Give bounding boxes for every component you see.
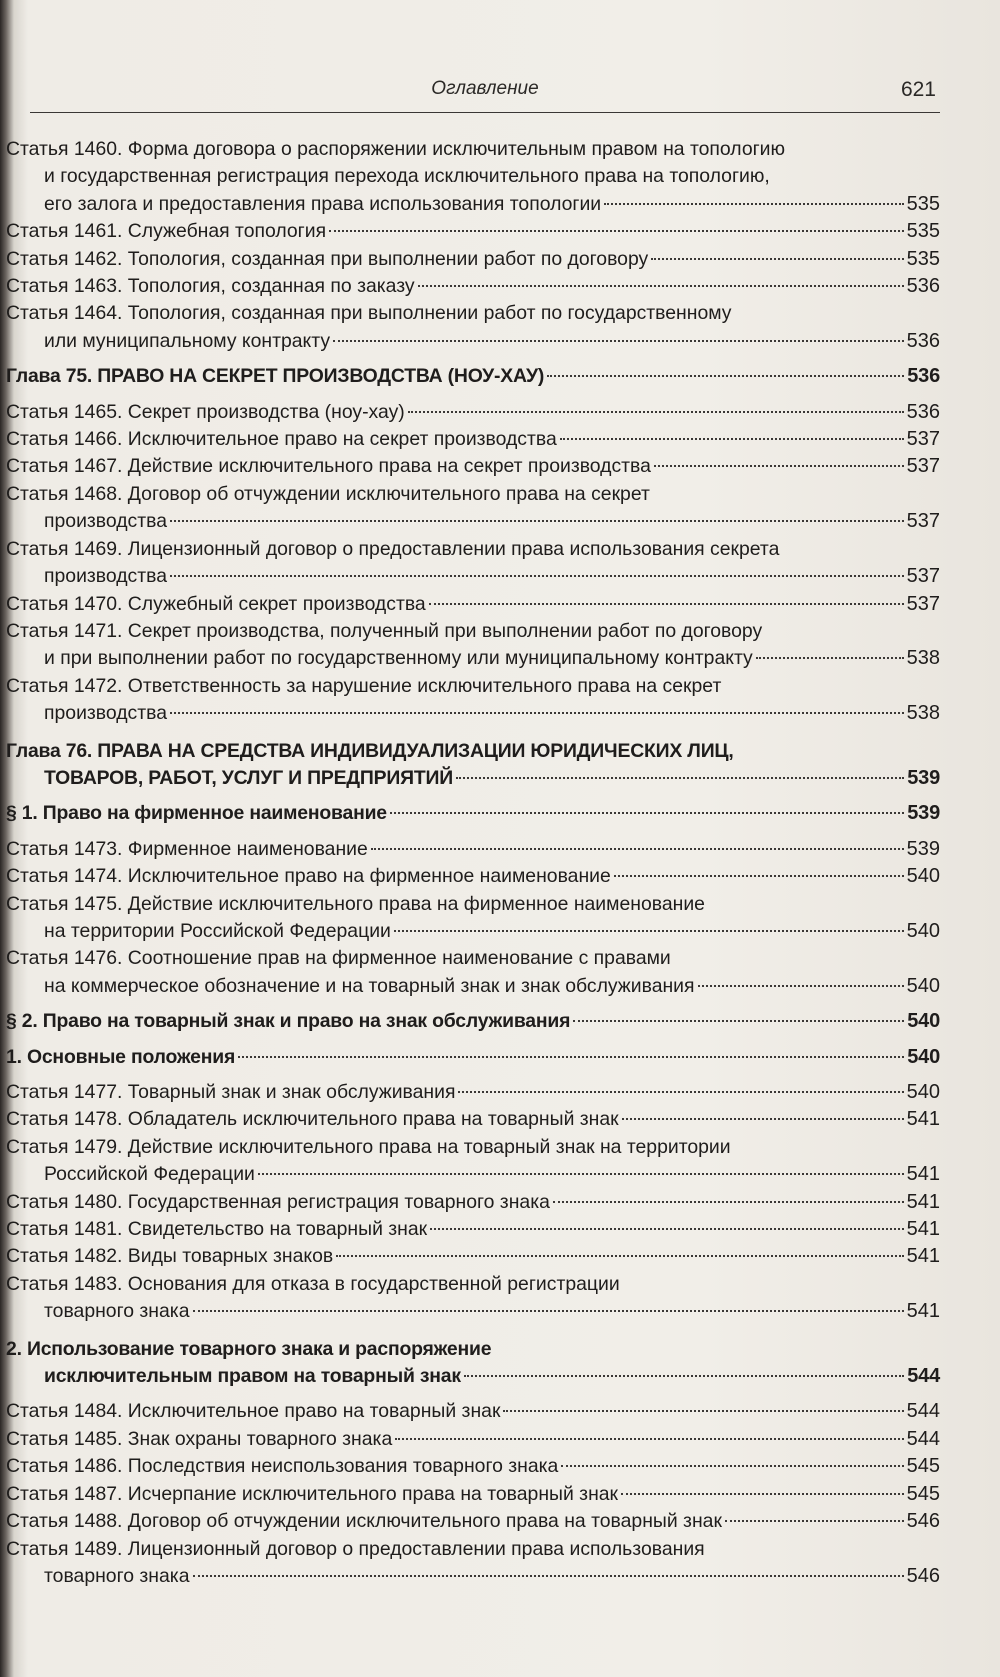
toc-line [6, 765, 940, 792]
dot-leader [390, 812, 904, 814]
toc-page-number: 537 [906, 510, 940, 533]
toc-entry-title: Статья 1480. Государственная регистрация товарного знака [6, 1190, 550, 1213]
toc-entry [6, 1508, 940, 1535]
dot-leader [193, 1575, 904, 1577]
toc-line [6, 218, 940, 245]
toc-entry [6, 1453, 940, 1480]
toc-line [6, 191, 940, 218]
toc-entry-title: Статья 1478. Обладатель исключительного права на товарный знак [6, 1108, 619, 1131]
toc-page-number: 541 [906, 1218, 940, 1241]
toc-entry [6, 1106, 940, 1133]
toc-page-number: 541 [906, 1190, 940, 1213]
toc-entry [6, 1271, 940, 1326]
dot-leader [651, 258, 903, 260]
toc-entry [6, 591, 940, 618]
toc-entry [6, 945, 940, 1000]
toc-line [6, 1106, 940, 1133]
toc-page-number: 538 [906, 702, 940, 725]
toc-entry-title: Статья 1471. Секрет производства, полученный при выполнении работ по договору [6, 619, 763, 642]
dot-leader [395, 1438, 903, 1440]
toc-line [6, 1044, 940, 1071]
toc-line [6, 508, 940, 535]
dot-leader [622, 1118, 904, 1120]
toc-entry-title: Статья 1467. Действие исключительного права на секрет производства [6, 455, 651, 478]
toc-entry-title: Статья 1476. Соотношение прав на фирменное наименование с правами [6, 947, 671, 970]
dot-leader [503, 1410, 903, 1412]
toc-page-number: 545 [906, 1482, 940, 1505]
toc-entry-title: Статья 1460. Форма договора о распоряжении исключительным правом на топологию [6, 138, 786, 160]
dot-leader [333, 340, 904, 342]
toc-line [6, 1243, 940, 1270]
toc-entry-title: его залога и предоставления права использования топологии [44, 192, 602, 215]
toc-page-number: 541 [906, 1163, 940, 1186]
toc-entry-title: 1. Основные положения [6, 1045, 236, 1068]
dot-leader [170, 575, 904, 577]
toc-page-number: 535 [906, 247, 940, 270]
toc-entry [6, 836, 940, 863]
toc-entry-title: Статья 1473. Фирменное наименование [6, 837, 368, 860]
toc-page-number: 541 [906, 1108, 940, 1131]
toc-line [6, 273, 940, 300]
toc-page-number: 540 [906, 865, 940, 888]
toc-line [6, 1079, 940, 1106]
toc-page-number: 537 [906, 455, 940, 478]
toc-line [6, 453, 940, 480]
toc-entry-title: Статья 1489. Лицензионный договор о предоставлении права использования [6, 1537, 705, 1560]
toc-heading [6, 1336, 940, 1391]
toc-line [6, 673, 940, 700]
toc-entry-title: § 2. Право на товарный знак и право на знак обслуживания [6, 1010, 571, 1033]
toc-line [6, 1563, 940, 1590]
toc-page-number: 536 [906, 400, 940, 423]
toc-entry-title: исключительным правом на товарный знак [44, 1365, 461, 1388]
toc-page-number: 540 [907, 1045, 940, 1068]
dot-leader [654, 465, 904, 467]
toc-entry-title: Статья 1466. Исключительное право на секрет производства [6, 428, 557, 451]
toc-entry-title: Глава 76. ПРАВА НА СРЕДСТВА ИНДИВИДУАЛИЗАЦИИ ЮРИДИЧЕСКИХ ЛИЦ, [6, 739, 734, 762]
dot-leader [430, 1228, 903, 1230]
dot-leader [604, 203, 903, 205]
page-header [30, 72, 940, 113]
dot-leader [418, 285, 904, 287]
toc-entry [6, 1134, 940, 1189]
toc-page-number: 544 [906, 1400, 940, 1423]
toc-line [6, 363, 940, 390]
toc-entry-title: или муниципальному контракту [44, 329, 331, 352]
toc-entry-title: товарного знака [44, 1300, 190, 1323]
toc-entry-title: § 1. Право на фирменное наименование [6, 802, 387, 825]
toc-entry-title: Статья 1472. Ответственность за нарушение исключительного права на секрет [6, 674, 722, 697]
dot-leader [170, 520, 904, 522]
dot-leader [371, 848, 904, 850]
toc-entry [6, 618, 940, 673]
dot-leader [258, 1173, 904, 1175]
toc-entry-title: Статья 1468. Договор об отчуждении исключительного права на секрет [6, 482, 650, 505]
toc-entry [6, 481, 940, 536]
dot-leader [561, 1465, 903, 1467]
toc-line [6, 426, 940, 453]
toc-page-number: 544 [907, 1365, 940, 1388]
dot-leader [698, 985, 904, 987]
toc-page-number: 541 [906, 1300, 940, 1323]
dot-leader [456, 777, 904, 779]
toc-entry-title: производства [44, 702, 167, 725]
toc-entry-title: Статья 1486. Последствия неиспользования товарного знака [6, 1455, 559, 1478]
dot-leader [560, 438, 904, 440]
toc-page-number: 535 [906, 220, 940, 243]
toc-line [6, 328, 940, 355]
table-of-contents [6, 136, 940, 1590]
dot-leader [429, 603, 904, 605]
toc-line [6, 738, 940, 765]
toc-heading [6, 1044, 940, 1071]
toc-line [6, 1453, 940, 1480]
toc-entry-title: Статья 1462. Топология, созданная при выполнении работ по договору [6, 247, 649, 270]
toc-page-number: 536 [907, 365, 940, 388]
toc-entry-title: Статья 1465. Секрет производства (ноу-хау) [6, 400, 405, 423]
toc-line [6, 618, 940, 645]
toc-heading [6, 800, 940, 827]
running-title: Оглавление [431, 78, 539, 99]
toc-line [6, 645, 940, 672]
dot-leader [458, 1091, 903, 1093]
toc-page-number: 541 [906, 1245, 940, 1268]
toc-line [6, 1189, 940, 1216]
dot-leader [336, 1255, 903, 1257]
toc-entry-title: Статья 1485. Знак охраны товарного знака [6, 1427, 393, 1450]
toc-entry [6, 1536, 940, 1591]
toc-line [6, 1426, 940, 1453]
toc-entry [6, 891, 940, 946]
dot-leader [621, 1493, 904, 1495]
dot-leader [547, 375, 904, 377]
toc-page-number: 539 [907, 766, 940, 789]
toc-entry [6, 273, 940, 300]
dot-leader [193, 1310, 904, 1312]
dot-leader [394, 930, 904, 932]
toc-entry [6, 426, 940, 453]
dot-leader [614, 875, 904, 877]
toc-page-number: 540 [907, 1010, 940, 1033]
toc-line [6, 1336, 940, 1363]
toc-entry [6, 536, 940, 591]
toc-line [6, 1216, 940, 1243]
toc-entry-title: Статья 1464. Топология, созданная при выполнении работ по государственному [6, 302, 732, 325]
toc-line [6, 1298, 940, 1325]
toc-entry [6, 863, 940, 890]
toc-entry [6, 1216, 940, 1243]
toc-line [6, 246, 940, 273]
toc-entry-title: Статья 1484. Исключительное право на товарный знак [6, 1400, 501, 1423]
toc-page-number: 537 [906, 428, 940, 451]
toc-heading [6, 363, 940, 390]
toc-entry-title: и государственная регистрация перехода исключительного права на топологию, [44, 165, 770, 188]
toc-entry [6, 136, 940, 218]
toc-entry-title: на коммерческое обозначение и на товарный знак и знак обслуживания [44, 974, 695, 997]
toc-entry-title: Статья 1474. Исключительное право на фирменное наименование [6, 865, 611, 888]
dot-leader [553, 1201, 904, 1203]
toc-entry [6, 300, 940, 355]
toc-page-number: 536 [906, 329, 940, 352]
toc-page-number: 544 [906, 1427, 940, 1450]
dot-leader [408, 411, 904, 413]
toc-entry [6, 218, 940, 245]
toc-heading [6, 738, 940, 793]
toc-page-number: 539 [907, 802, 940, 825]
toc-heading [6, 1008, 940, 1035]
toc-line [6, 918, 940, 945]
toc-line [6, 563, 940, 590]
toc-entry [6, 1426, 940, 1453]
toc-entry-title: Статья 1481. Свидетельство на товарный знак [6, 1218, 428, 1241]
toc-page-number: 537 [906, 592, 940, 615]
toc-line [6, 136, 940, 163]
toc-line [6, 300, 940, 327]
toc-entry-title: товарного знака [44, 1564, 190, 1587]
toc-entry-title: Статья 1470. Служебный секрет производства [6, 592, 426, 615]
toc-entry [6, 1481, 940, 1508]
dot-leader [464, 1375, 904, 1377]
toc-entry-title: производства [44, 565, 167, 588]
toc-entry-title: Глава 75. ПРАВО НА СЕКРЕТ ПРОИЗВОДСТВА (НОУ-ХАУ) [6, 365, 545, 388]
toc-entry-title: производства [44, 510, 167, 533]
dot-leader [238, 1056, 904, 1058]
toc-entry-title: ТОВАРОВ, РАБОТ, УСЛУГ И ПРЕДПРИЯТИЙ [44, 766, 453, 789]
toc-page-number: 535 [906, 192, 940, 215]
toc-page-number: 540 [906, 1081, 940, 1103]
toc-page-number: 545 [906, 1455, 940, 1478]
toc-line [6, 399, 940, 426]
toc-line [6, 1134, 940, 1161]
toc-entry-title: Статья 1477. Товарный знак и знак обслуживания [6, 1081, 456, 1103]
toc-entry [6, 453, 940, 480]
toc-line [6, 945, 940, 972]
toc-line [6, 1536, 940, 1563]
toc-entry-title: Статья 1482. Виды товарных знаков [6, 1245, 334, 1268]
toc-line [6, 1508, 940, 1535]
toc-line [6, 973, 940, 1000]
toc-entry-title: и при выполнении работ по государственному или муниципальному контракту [44, 647, 753, 670]
dot-leader [329, 230, 904, 232]
toc-line [6, 1008, 940, 1035]
toc-entry-title: Российской Федерации [44, 1163, 255, 1186]
toc-entry [6, 1398, 940, 1425]
toc-entry [6, 1243, 940, 1270]
toc-entry [6, 1079, 940, 1106]
toc-page-number: 539 [906, 837, 940, 860]
toc-line [6, 163, 940, 190]
toc-line [6, 1481, 940, 1508]
toc-entry-title: Статья 1479. Действие исключительного права на товарный знак на территории [6, 1135, 731, 1158]
toc-line [6, 800, 940, 827]
toc-entry [6, 673, 940, 728]
toc-entry-title: Статья 1487. Исчерпание исключительного права на товарный знак [6, 1482, 619, 1505]
toc-line [6, 481, 940, 508]
toc-entry-title: Статья 1461. Служебная топология [6, 220, 327, 243]
dot-leader [725, 1520, 904, 1522]
dot-leader [756, 657, 904, 659]
toc-line [6, 536, 940, 563]
toc-page-number: 538 [906, 647, 940, 670]
toc-line [6, 891, 940, 918]
toc-page-number: 546 [906, 1510, 940, 1533]
toc-line [6, 836, 940, 863]
toc-entry-title: Статья 1475. Действие исключительного права на фирменное наименование [6, 892, 705, 915]
toc-entry [6, 1189, 940, 1216]
toc-entry-title: 2. Использование товарного знака и распоряжение [6, 1337, 492, 1360]
toc-entry [6, 399, 940, 426]
toc-page-number: 546 [906, 1564, 940, 1587]
toc-entry-title: Статья 1469. Лицензионный договор о предоставлении права использования секрета [6, 537, 780, 560]
toc-line [6, 700, 940, 727]
toc-page-number: 540 [906, 974, 940, 997]
toc-page-number: 537 [906, 565, 940, 588]
toc-entry-title: Статья 1488. Договор об отчуждении исключительного права на товарный знак [6, 1510, 722, 1533]
dot-leader [573, 1020, 904, 1022]
toc-entry-title: Статья 1463. Топология, созданная по заказу [6, 275, 415, 298]
toc-line [6, 1398, 940, 1425]
toc-entry-title: Статья 1483. Основания для отказа в государственной регистрации [6, 1272, 620, 1295]
toc-entry [6, 246, 940, 273]
toc-page-number: 536 [906, 275, 940, 298]
toc-line [6, 591, 940, 618]
toc-line [6, 1161, 940, 1188]
page-number: 621 [900, 78, 936, 101]
toc-entry-title: на территории Российской Федерации [44, 919, 391, 942]
dot-leader [170, 712, 904, 714]
toc-line [6, 1271, 940, 1298]
toc-page-number: 540 [906, 919, 940, 942]
toc-line [6, 863, 940, 890]
toc-line [6, 1363, 940, 1390]
